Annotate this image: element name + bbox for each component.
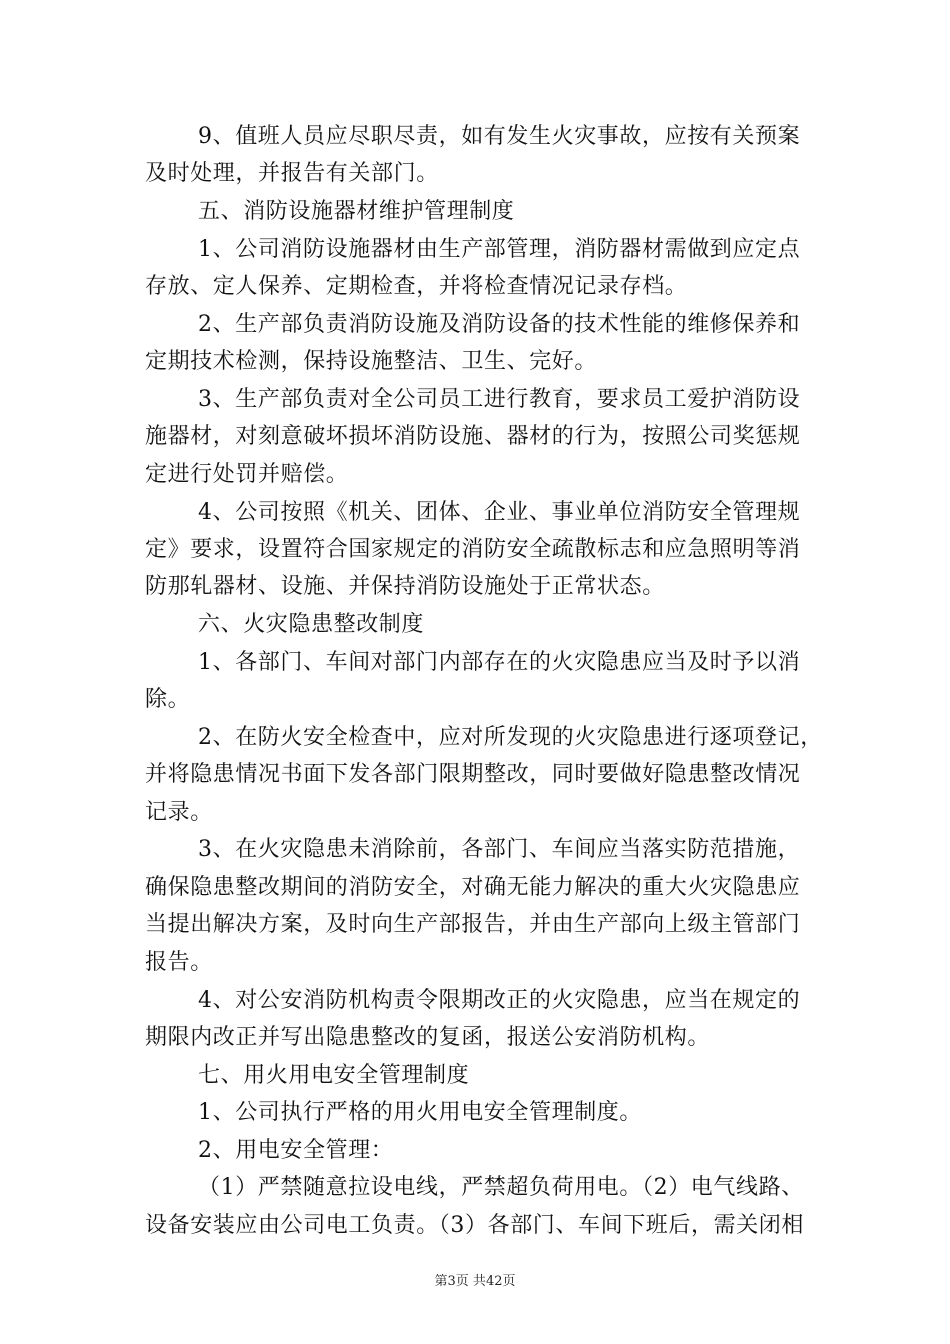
body-line: 施器材，对刻意破坏损坏消防设施、器材的行为，按照公司奖惩规 xyxy=(145,424,801,449)
footer-middle: 页 共 xyxy=(455,1274,486,1289)
body-line: 定期技术检测，保持设施整洁、卫生、完好。 xyxy=(145,349,598,374)
current-page-number: 3 xyxy=(447,1274,456,1289)
body-line: （1）严禁随意拉设电线，严禁超负荷用电。（2）电气线路、 xyxy=(198,1175,804,1200)
body-line: 除。 xyxy=(145,687,191,712)
body-line: 3、生产部负责对全公司员工进行教育，要求员工爱护消防设 xyxy=(198,387,801,412)
section-heading: 六、火灾隐患整改制度 xyxy=(198,612,425,637)
body-line: 及时处理，并报告有关部门。 xyxy=(145,161,439,186)
body-line: 4、对公安消防机构责令限期改正的火灾隐患，应当在规定的 xyxy=(198,988,801,1013)
body-line: 并将隐患情况书面下发各部门限期整改，同时要做好隐患整改情况 xyxy=(145,762,801,787)
body-line: 防那轧器材、设施、并保持消防设施处于正常状态。 xyxy=(145,574,665,599)
body-line: 3、在火灾隐患未消除前，各部门、车间应当落实防范措施， xyxy=(198,837,801,862)
section-heading: 五、消防设施器材维护管理制度 xyxy=(198,199,515,224)
page-footer xyxy=(0,1273,950,1291)
body-line: 1、公司消防设施器材由生产部管理，消防器材需做到应定点 xyxy=(198,237,801,262)
body-line: 记录。 xyxy=(145,800,213,825)
body-line: 定进行处罚并赔偿。 xyxy=(145,462,349,487)
body-line: 确保隐患整改期间的消防安全，对确无能力解决的重大火灾隐患应 xyxy=(145,875,801,900)
body-line: 定》要求，设置符合国家规定的消防安全疏散标志和应急照明等消 xyxy=(145,537,801,562)
body-line: 1、公司执行严格的用火用电安全管理制度。 xyxy=(198,1100,642,1125)
body-line: 当提出解决方案，及时向生产部报告，并由生产部向上级主管部门 xyxy=(145,912,801,937)
body-line: 4、公司按照《机关、团体、企业、事业单位消防安全管理规 xyxy=(198,500,801,525)
total-pages-number: 42 xyxy=(485,1274,503,1289)
body-line: 期限内改正并写出隐患整改的复函，报送公安消防机构。 xyxy=(145,1025,711,1050)
body-line: 存放、定人保养、定期检查，并将检查情况记录存档。 xyxy=(145,274,688,299)
body-line: 设备安装应由公司电工负责。（3）各部门、车间下班后，需关闭相 xyxy=(145,1213,804,1238)
body-line: 2、用电安全管理： xyxy=(198,1138,394,1163)
body-line: 2、生产部负责消防设施及消防设备的技术性能的维修保养和 xyxy=(198,312,801,337)
body-line: 2、在防火安全检查中，应对所发现的火灾隐患进行逐项登记， xyxy=(198,725,823,750)
body-line: 报告。 xyxy=(145,950,213,975)
body-line: 9、值班人员应尽职尽责，如有发生火灾事故，应按有关预案 xyxy=(198,124,801,149)
body-line: 1、各部门、车间对部门内部存在的火灾隐患应当及时予以消 xyxy=(198,650,801,675)
footer-prefix: 第 xyxy=(434,1274,448,1289)
section-heading: 七、用火用电安全管理制度 xyxy=(198,1063,470,1088)
footer-suffix: 页 xyxy=(502,1274,516,1289)
